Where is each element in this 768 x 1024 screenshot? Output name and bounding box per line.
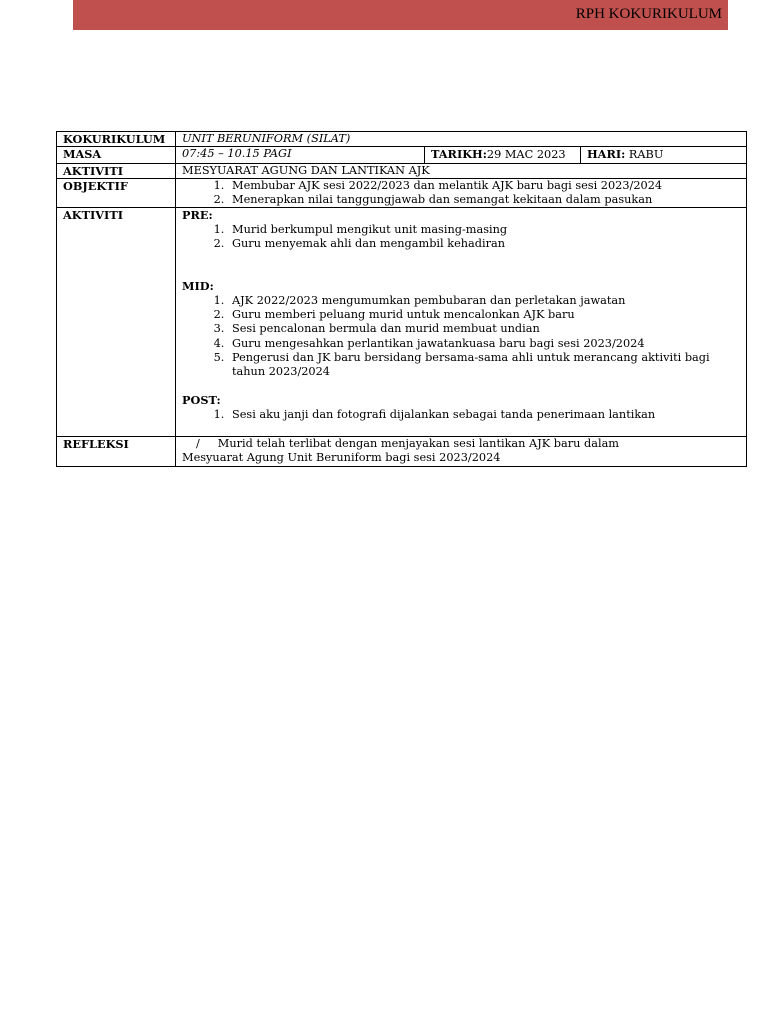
kokurikulum-value: UNIT BERUNIFORM (SILAT): [176, 132, 747, 147]
row-aktiviti-title: [57, 163, 747, 178]
row-kokurikulum: [57, 132, 747, 147]
list-item: 2. Guru menyemak ahli dan mengambil kehadiran: [228, 237, 740, 251]
refleksi-line-1: / Murid telah terlibat dengan menjayakan sesi lantikan AJK baru dalam: [196, 437, 620, 451]
list-item: 5. Pengerusi dan JK baru bersidang bersama-sama ahli untuk merancang aktiviti bagi tahun 2023/2024: [228, 351, 740, 380]
mid-heading: MID:: [182, 279, 214, 294]
list-item: 1. Murid berkumpul mengikut unit masing-masing: [228, 223, 740, 237]
refleksi-label: REFLEKSI: [57, 437, 176, 467]
header-title: RPH KOKURIKULUM: [575, 6, 722, 22]
objektif-content: [176, 178, 747, 208]
list-item: 1. Membubar AJK sesi 2022/2023 dan melantik AJK baru bagi sesi 2023/2024: [228, 179, 740, 193]
post-heading: POST:: [182, 393, 221, 408]
masa-label: MASA: [57, 147, 176, 163]
row-objektif: [57, 178, 747, 208]
tarikh-label: TARIKH:: [431, 147, 487, 162]
objektif-label: OBJEKTIF: [57, 178, 176, 208]
aktiviti-label: AKTIVITI: [57, 208, 176, 437]
row-refleksi: [57, 437, 747, 467]
tarikh-value: 29 MAC 2023: [486, 148, 566, 162]
aktiviti-title-label: AKTIVITI: [57, 163, 176, 178]
list-item: 4. Guru mengesahkan perlantikan jawatankuasa baru bagi sesi 2023/2024: [228, 337, 740, 351]
row-aktiviti: [57, 208, 747, 437]
header-bar: [73, 0, 728, 30]
aktiviti-title-value: MESYUARAT AGUNG DAN LANTIKAN AJK: [176, 163, 747, 178]
pre-list: [182, 223, 740, 252]
list-item: 2. Guru memberi peluang murid untuk mencalonkan AJK baru: [228, 308, 740, 322]
list-item: 3. Sesi pencalonan bermula dan murid membuat undian: [228, 322, 740, 336]
masa-value: 07:45 – 10.15 PAGI: [176, 147, 425, 163]
pre-heading: PRE:: [182, 208, 213, 223]
list-item: 1. AJK 2022/2023 mengumumkan pembubaran dan perletakan jawatan: [228, 294, 740, 308]
hari-value: RABU: [625, 148, 664, 162]
list-item: 2. Menerapkan nilai tanggungjawab dan semangat kekitaan dalam pasukan: [228, 193, 740, 207]
objektif-list: [182, 179, 740, 208]
post-list: [182, 408, 740, 422]
list-item: 1. Sesi aku janji dan fotografi dijalankan sebagai tanda penerimaan lantikan: [228, 408, 740, 422]
mid-list: [182, 294, 740, 380]
hari-label: HARI:: [587, 147, 626, 162]
refleksi-content: [176, 437, 747, 467]
rph-table: [56, 131, 747, 467]
tarikh-cell: [425, 147, 581, 163]
aktiviti-content: [176, 208, 747, 437]
refleksi-line-2: Mesyuarat Agung Unit Beruniform bagi sesi 2023/2024: [182, 451, 501, 465]
kokurikulum-label: KOKURIKULUM: [57, 132, 176, 147]
hari-cell: [581, 147, 747, 163]
row-masa: [57, 147, 747, 163]
